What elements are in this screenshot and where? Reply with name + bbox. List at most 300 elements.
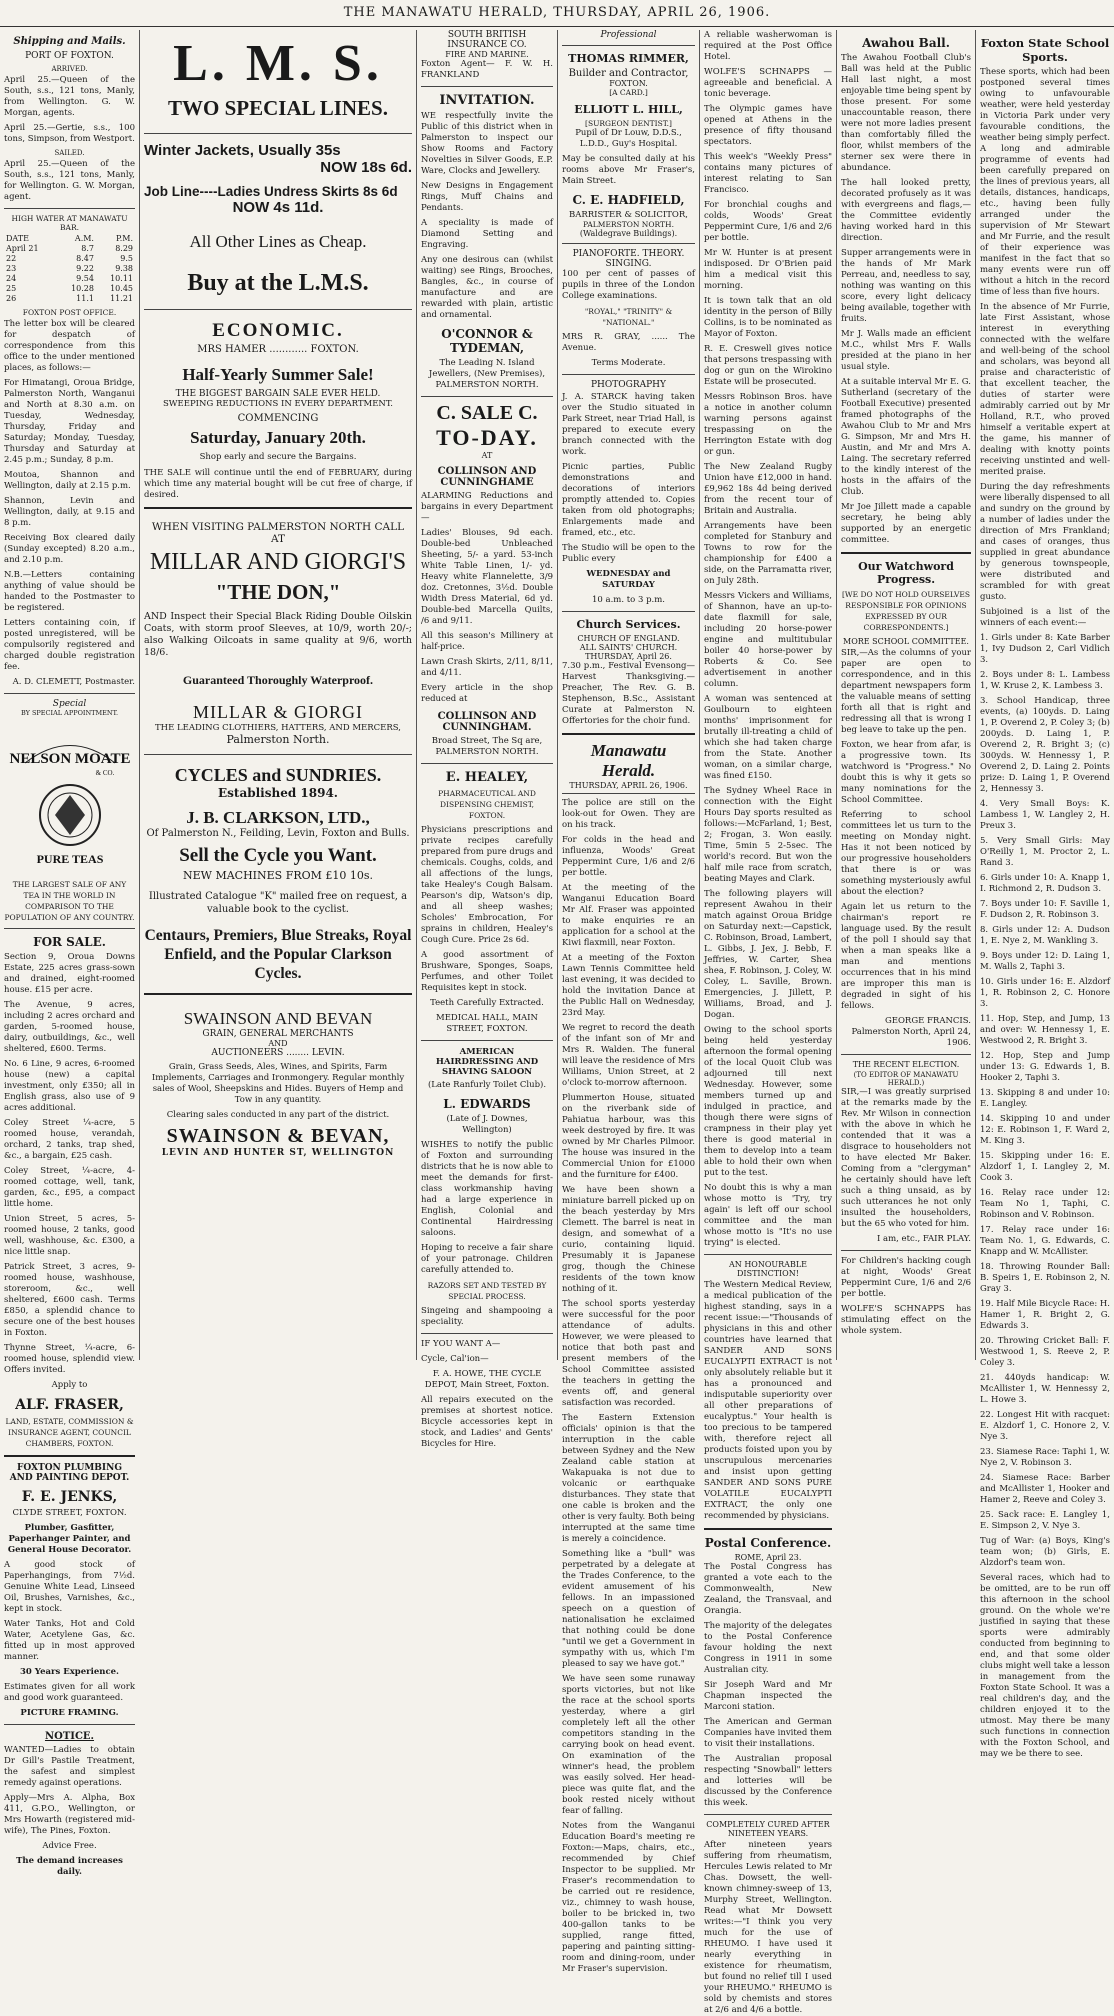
terms-line: Terms Moderate. [591,358,666,368]
masthead: THE MANAWATU HERALD, THURSDAY, APRIL 26, 1906. [0,0,1114,27]
news-item: A woman was sentenced at Goulbourn to eighteen months' imprisonment for brutally ill-treating a child of which she had taken charge from the State. Another woman, on a similar charge, was fined £150. [704,694,832,781]
result-item: 9. Boys under 12: D. Laing 1, M. Walls 2, Taphi 3. [980,951,1110,972]
post-notice: For Himatangi, Oroua Bridge, Palmerston North, Wanganui and North at 8.30 a.m. on Tuesday, Wednesday, Thursday, Friday and Saturday; Monday, Tuesday, Thursday and Saturday at 2.45 p.m.; Sunday, 8 p.m. [4,378,135,465]
result-item: 10. Girls under 16: E. Alzdorf 1, R. Robinson 2, C. Honore 3. [980,977,1110,1009]
invitation-text: A speciality is made of Diamond Setting and Engraving. [421,218,553,250]
divider [421,1040,553,1041]
news-item: A reliable washerwoman is required at the Post Office Hotel. [704,30,832,62]
column-rule [139,30,140,1360]
ball-text: The Awahou Football Club's Ball was held at the Public Hall last night, a most enjoyable time being spent by those present. For some unaccountable reason, there were not more ladies present than comfortably filled the floor, whilst members of the sterner sex were there in abundance. [841,53,971,173]
result-item: 4. Very Small Boys: K. Lambess 1, W. Langley 2, H. Preux 3. [980,799,1110,831]
pure-teas-label: PURE TEAS [36,852,103,866]
news-item: R. E. Creswell gives notice that persons trespassing with dog or gun on the Wirokino Estate will be prosecuted. [704,344,832,387]
commencing-label: COMMENCING [237,413,319,424]
advice-label: Advice Free. [42,1841,97,1851]
tide-cell: 24 [6,274,17,283]
sbi-heading: SOUTH BRITISH INSURANCE CO. [447,30,527,50]
mg-location: Palmerston North. [226,733,330,746]
sale-listing: No. 6 Line, 9 acres, 6-roomed house (new) a capital investment, only £350; all in English grass, also use of 9 acres additional. [4,1059,135,1113]
clarkson-branches: Of Palmerston N., Feilding, Levin, Foxton and Bulls. [146,828,410,839]
notice-text: WANTED—Ladies to obtain Dr Gill's Pastile Treatment, the safest and simplest remedy against operations. [4,1745,135,1788]
every-article-text: Every article in the shop reduced at [421,683,553,704]
news-item: No doubt this is why a man whose motto is 'Try, try again' is left off our school committee and the man whose motto is "It's no use trying" is elected. [704,1183,832,1248]
cycle-line: Cycle, Cal'ion— [421,1354,489,1364]
result-item: 19. Half Mile Bicycle Race: H. Hamer 1, R. Bright 2, G. Edwards 3. [980,1299,1111,1331]
tea-logo-icon [9,723,130,873]
column-rule [557,30,558,1360]
new-machines-line: NEW MACHINES FROM £10 10s. [182,869,374,882]
lms-title: L. M. S. [173,35,383,92]
divider [704,1814,832,1815]
tea-brand-co: & CO. [95,769,114,777]
divider [144,754,412,755]
tide-cell: 8.29 [115,244,133,253]
news-item: We have been shown a miniature barrell picked up on the beach yesterday by Mrs Clemett. The barrel is neat in design, and somewhat of a curio, containing liquid. Presumably it is Japanese grog, though the Chinese residents of the town know nothing of it. [562,1185,695,1294]
pharmacy-line: PHARMACEUTICAL AND DISPENSING CHEMIST, FOXTON. [438,789,536,820]
letter-signature: GEORGE FRANCIS. Palmerston North, April 24, 1906. [851,1016,971,1048]
post-notice: Moutoa, Shannon and Wellington, daily at 2.15 p.m. [4,470,135,491]
sweeping-line: SWEEPING REDUCTIONS IN EVERY DEPARTMENT. [162,399,393,409]
piano-text: 100 per cent of passes of pupils in three of the London College examinations. [562,269,695,301]
oilskin-text: AND Inspect their Special Black Riding Double Oilskin Coats, with storm proof Sleeves, at 10/9, worth 20/-; also Walking Oilcoats in same quality at 9/6, worth 18/6. [144,611,412,658]
divider [421,763,553,764]
singeing-line: Singeing and shampooing a speciality. [421,1306,553,1327]
saturday-date: Saturday, January 20th. [190,428,366,447]
sale-listing: Coley Street, ¼-acre, 4-roomed cottage, well, tank, garden, &c., £95, a compact little home. [4,1166,135,1209]
tide-cell: 23 [6,264,17,273]
hill-name: ELLIOTT L. HILL, [574,103,683,116]
ball-text: The hall looked pretty, decorated profusely as it was with evergreens and flags,—the Committee evidently having worked hard in this direction. [841,178,971,243]
news-item: Something like a "bull" was perpetrated by a delegate at the Trades Conference, to the evident amusement of his fellows. In an impassioned speech on a question of nationalisation he exclaimed that nothing could be done "until we get a Government in sympathy with us, which I'm pleased to say we have got." [562,1549,695,1669]
agent-line: Foxton Agent— F. W. H. FRANKLAND [421,59,553,80]
divider [562,374,695,375]
surgeon-label: [SURGEON DENTIST.] [585,119,672,128]
jenks-address: CLYDE STREET, FOXTON. [12,1508,127,1518]
sports-heading: Foxton State School Sports. [980,36,1110,64]
sell-cycle-heading: Sell the Cycle you Want. [179,845,377,866]
photography-heading: PHOTOGRAPHY [591,380,666,390]
cycles-heading: CYCLES and SUNDRIES. [174,765,382,785]
result-item: 20. Throwing Cricket Ball: F. Westwood 1, S. Reeve 2, P. Coley 3. [980,1336,1110,1368]
news-item: The Eastern Extension officials' opinion is that the interruption in the cable between Sydney and the New Zealand cable station at Wakapuaka is not due to volcanic or earthquake disturbances. They state that one cable is broken and the other is very faulty. Both being interrupted at the same time is merely a coincidence. [562,1413,695,1544]
economic-heading: ECONOMIC. [212,320,344,341]
starck-text: J. A. STARCK having taken over the Studio situated in Park Street, near Triad Hall, is prepared to execute every branch connected with the work. [562,392,695,457]
tide-header-cell: A.M. [74,234,94,243]
postal-text: The majority of the delegates to the Postal Conference favour holding the next Congress in 1911 in some Australian city. [704,1621,832,1675]
for-sale-heading: FOR SALE. [33,935,106,949]
column-correspondence [841,30,971,1360]
tide-row [4,264,135,274]
divider [421,86,553,87]
edwards-late: (Late of J. Downes, Wellington) [446,1114,528,1135]
tide-header-row [4,234,135,244]
result-item: 11. Hop, Step, and Jump, 13 and over: W. Hennessy 1, E. Westwood 2, R. Bright 3. [980,1014,1110,1046]
subjoined-line: Subjoined is a list of the winners of each event:— [980,607,1110,628]
all-saints-label: ALL SAINTS' CHURCH. [579,643,678,652]
herald-date: THURSDAY, APRIL 26, 1906. [562,781,695,794]
tide-cell: 8.47 [76,254,94,263]
result-item: 25. Sack race: E. Langley 1, E. Simpson 2, V. Nye 3. [980,1510,1110,1531]
column-local-ads [421,30,553,1449]
post-notice: Letters containing coin, if posted unregistered, will be compulsorily registered and charged double registration fee. [4,618,135,672]
column-rule [416,30,417,1360]
postal-text: The Postal Congress has granted a vote each to the Commonwealth, New Zealand, the Transvaal, and Orangia. [704,1562,832,1616]
buy-lms-text: Buy at the L.M.S. [187,270,369,296]
tide-cell: 9.22 [76,264,94,273]
tide-header-cell: P.M. [115,234,133,243]
post-notice: N.B.—Letters containing anything of value should be handed to the Postmaster to be registered. [4,570,135,613]
sale-listing: The Avenue, 9 acres, including 2 acres orchard and garden, 5-roomed house, dairy, outbuildings, &c., well sheltered, £600. Terms. [4,1000,135,1054]
tide-cell: 11.21 [110,294,133,303]
news-item: Mr W. Hunter is at present indisposed. Dr O'Brien paid him a medical visit this morning. [704,248,832,291]
teeth-line: Teeth Carefully Extracted. [430,998,544,1008]
news-item: The police are still on the look-out for Owen. They are on his track. [562,798,695,830]
tide-table [4,234,135,304]
clearing-sales-line: Clearing sales conducted in any part of the district. [166,1110,390,1120]
result-item: Tug of War: (a) Boys, King's team won; (b) Girls, E. Alzdorf's team won. [980,1536,1110,1568]
pupil-line: Pupil of Dr Louw, D.D.S., L.D.D., Guy's Hospital. [575,128,682,149]
committee-heading: MORE SCHOOL COMMITTEE. [843,637,969,646]
result-item: 15. Skipping under 16: E. Alzdorf 1, I. Langley 2, M. Cook 3. [980,1151,1110,1183]
result-item: 14. Skipping 10 and under 12: E. Robinson 1, F. Ward 2, M. King 3. [980,1114,1110,1146]
tide-cell: 10.28 [71,284,94,293]
collinson-footer: COLLINSON AND CUNNINGHAM. [437,711,537,733]
jenks-text: A good stock of Paperhangings, from 7½d. Genuine White Lead, Linseed Oil, Brushes, Varnishes, &c., kept in stock. [4,1560,135,1614]
studio-text: The Studio will be open to the Public every [562,543,695,564]
grain-line: GRAIN, GENERAL MERCHANTS [202,1029,354,1039]
result-item: 3. School Handicap, three events, (a) 100yds. D. Laing 1, P. Overend 2, P. Coley 3; (b) 200yds. D. Laing 1, P. Overend 2, R. Bright 3; (c) 300yds. W. Hennessy 1, P. Overend 2, D. Laing 2. Points prize: D. Laing 1, P. Overend 2, Hennessy 3. [980,696,1110,794]
result-item: 1. Girls under 8: Kate Barber 1, Ivy Dudson 2, Carl Vidlich 3. [980,633,1110,665]
auctioneers-line: AUCTIONEERS ........ LEVIN. [211,1048,345,1058]
waterproof-line: Guaranteed Thoroughly Waterproof. [182,673,374,687]
sale-items: Ladies' Blouses, 9d each. Double-bed Unbleached Sheeting, 5/- a yard. 53-inch White Table Linen, 1/- yd. Heavy white Flannelette, 3/9 doz. Cretonnes, 3½d. Double Width Dress Material, 6d yd. Double-bed Marcella Quilts, /6 and 9/11. [421,528,553,626]
results-list [980,633,1110,1569]
tide-cell: 22 [6,254,17,263]
gray-line: MRS R. GRAY, ...... The Avenue. [562,332,695,353]
fraser-name: ALF. FRASER, [15,1397,124,1413]
divider [841,1250,971,1251]
column-shipping [4,30,135,1877]
column-advertisements [144,30,412,1360]
tide-cell: 8.7 [81,244,94,253]
established-line: Established 1894. [218,786,338,800]
divider [144,309,412,310]
exam-bodies: "ROYAL," "TRINITY" & "NATIONAL." [584,307,673,327]
news-item: The Olympic games have opened at Athens in the presence of fifty thousand spectators. [704,104,832,147]
herald-nameplate: Manawatu Herald. [590,741,667,780]
rimmer-foxton: FOXTON. [609,79,648,88]
piano-heading: PIANOFORTE. THEORY. SINGING. [572,249,685,269]
tide-cell: 9.38 [115,264,133,273]
barrister-line: BARRISTER & SOLICITOR, [568,210,688,220]
news-item: This week's "Weekly Press" contains many pictures of interest relating to San Francisco. [704,152,832,195]
edwards-text: WISHES to notify the public of Foxton and surrounding districts that he is now able to meet the demands for first-class workmanship having had a large experience in English, Colonial and Continental Hairdressing saloons. [421,1140,553,1238]
c-sale-heading: C. SALE C. [436,402,538,424]
winter-jackets-line: Winter Jackets, Usually 35s [144,142,341,159]
ball-text: Mr J. Walls made an efficient M.C., whilst Mrs F. Walls presided at the piano in her usual style. [841,329,971,372]
sailing-notice: April 25.—Queen of the South, s.s., 121 tons, Manly, for Wellington. G. W. Morgan, agent. [4,159,135,202]
at-label: AT [481,451,493,460]
post-notice: The letter box will be cleared for despatch of correspondence from this office to the under mentioned places, as follows:— [4,319,135,373]
sailed-label: SAILED. [54,149,85,157]
tide-row [4,254,135,264]
divider [4,928,135,929]
swainson-address: LEVIN AND HUNTER ST, WELLINGTON [161,1148,395,1158]
the-don-heading: "THE DON," [215,580,341,604]
auctioneer-services: Grain, Grass Seeds, Ales, Wines, and Spirits, Farm Implements, Carriages and Ironmongery. Regular monthly sales of Wool, Sheepskins and Hides. Buyers of Hemp and Tow in any quantity. [151,1062,405,1105]
column-news [704,30,832,2015]
tea-tagline: THE LARGEST SALE OF ANY TEA IN THE WORLD IN COMPARISON TO THE POPULATION OF ANY COUNTRY. [4,880,135,922]
two-lines-heading: TWO SPECIAL LINES. [168,96,388,120]
news-item: We have seen some runaway sports victories, but not like the race at the school sports yesterday, where a girl completely left all the other competitors standing in the carrying book on head event. On examination of the winner's head, the problem was easily solved. Her head-piece was quite flat, and the book rested nicely without fear of falling. [562,1674,695,1816]
winter-jackets-price: NOW 18s 6d. [320,159,412,176]
sale-listing: Section 9, Oroua Downs Estate, 225 acres grass-sown and drained, eight-roomed house. £15 per acre. [4,952,135,995]
news-item: Plummerton House, situated on the riverbank side of Pahiatua harbour, was this week destroyed by fire. It was owned by Mr Charles Pilmoor. The house was insured in the Commercial Union for £1000 and the furniture for £400. [562,1093,695,1180]
demand-label: The demand increases daily. [16,1856,123,1877]
news-item: It is town talk that an old identity in the person of Billy Collins, is to be nominated as Mayor of Foxton. [704,296,832,339]
ranfurly-line: (Late Ranfurly Toilet Club). [427,1080,547,1090]
oconnor-sub: The Leading N. Island Jewellers, (New Premises), PALMERSTON NORTH. [428,358,546,390]
fair-play-signature: I am, etc., FAIR PLAY. [876,1234,971,1244]
appointment-label: BY SPECIAL APPOINTMENT. [20,709,119,717]
news-item: Arrangements have been completed for Stanbury and Towns to row for the championship for £400 a side, on the Parramatta river, on July 28th. [704,521,832,586]
tide-row [4,274,135,284]
news-item: The New Zealand Rugby Union have £12,000 in hand. £9,962 18s 4d being derived from the recent tour of Britain and Australia. [704,462,832,516]
news-item: WOLFE'S SCHNAPPS — agreeable and beneficial. A tonic beverage. [704,67,832,99]
arrived-label: ARRIVED. [51,65,88,73]
cycle-brands: Centaurs, Premiers, Blue Streaks, Royal Enfield, and the Popular Clarkson Cycles. [144,927,412,982]
high-water-heading: HIGH WATER AT MANAWATU BAR. [11,214,128,232]
result-item: 21. 440yds handicap: W. McAllister 1, W. Hennessy 2, L. Howe 3. [980,1373,1110,1405]
divider [4,1724,135,1725]
repairs-text: All repairs executed on the premises at shortest notice. Bicycle accessories kept in stock, and Ladies' and Gents' Bicycles for Hire. [421,1395,553,1449]
invitation-text: WE respectfully invite the Public of this district when in Palmerston to inspect our Show Rooms and Factory Novelties in Silver Goods, E.P. Ware, Clocks and Jewellery. [421,111,553,176]
to-editor-line: (TO EDITOR OF MANAWATU HERALD.) [853,1071,959,1087]
tide-row [4,294,135,304]
news-item: Owing to the school sports being held yesterday afternoon the formal opening of the local Quoit Club was adjourned till next Wednesday. However, some members turned up and indulged in practice, and though there were signs of crampness in their play yet there is good material in them to develop into a team able to hold their own when put to the test. [704,1025,832,1178]
coe-label: CHURCH OF ENGLAND. [577,634,680,643]
job-line-price: NOW 4s 11d. [232,199,324,216]
edwards-hoping: Hoping to receive a fair share of your patronage. Children carefully attended to. [421,1243,553,1275]
result-item: 17. Relay race under 16: Team No. 1, G. Edwards, C. Knapp and W. McAllister. [980,1225,1110,1257]
result-item: 16. Relay race under 12: Team No 1, Taphi, C. Robinson and V. Robinson. [980,1188,1110,1220]
news-item: For colds in the head and influenza, Woods' Great Peppermint Cure, 1/6 and 2/6 per bottle. [562,835,695,878]
tide-cell: 10.11 [110,274,133,283]
post-notice: Shannon, Levin and Wellington, daily, at 9.15 and 8 p.m. [4,496,135,528]
biggest-sale-line: THE BIGGEST BARGAIN SALE EVER HELD. [175,389,381,399]
lawn-text: Lawn Crash Skirts, 2/11, 8/11, and 4/11. [421,657,553,678]
divider [841,552,971,554]
news-item: The school sports yesterday were successful for the poor attendance of adults. However, we were pleased to notice that both past and present members of the School Committee assisted the teachers in getting the events off, and general satisfaction was recorded. [562,1299,695,1408]
service-text: 7.30 p.m., Festival Evensong—Harvest Thanksgiving.—Preacher, The Rev. G. B. Stephenson, B.Sc., Assistant Curate at Palmerston N. Offertories for the choir fund. [562,661,695,726]
mg-heading: MILLAR & GIORGI [193,702,363,722]
news-item: At the meeting of the Wanganui Education Board Mr Alf. Fraser was appointed to make enquiries re an application for a school at the Kiwi flaxmill, near Foxton. [562,883,695,948]
watchword-heading: Our Watchword Progress. [858,560,954,586]
arrival-notice: April 25.—Gertie, s.s., 100 tons, Simpson, from Westport. [4,123,135,144]
invitation-text: Any one desirous can (whilst waiting) see Rings, Brooches, Bangles, &c., in course of manufacture and are rewarded with plain, artistic and ornamental. [421,255,553,320]
divider [144,507,412,509]
sale-listing: Coley Street ¼-acre, 5 roomed house, verandah, orchard, 2 tanks, trap shed, &c., a bargain, £25 cash. [4,1118,135,1161]
result-item: 18. Throwing Rounder Ball: B. Speirs 1, E. Robinson 2, N. Gray 3. [980,1262,1110,1294]
tide-cell: 11.1 [76,294,94,303]
picture-framing-label: PICTURE FRAMING. [20,1708,119,1718]
news-item: We regret to record the death of the infant son of Mr and Mrs R. Walden. The funeral will leave the residence of Mrs Williams, Union Street, at 2 o'clock to-morrow afternoon. [562,1023,695,1088]
eucalypti-text: The Western Medical Review, a medical publication of the highest standing, says in a recent issue:—"Thousands of physicians in this and other countries have learned that SANDER AND SONS EUCALYPTI EXTRACT is not only absolutely reliable but it has a pronounced and indisputable superiority over all other preparations of eucalyptus." Your health is too precious to be tampered with, therefore reject all products foisted upon you by unscrupulous mercenaries and insist upon getting SANDER AND SONS PURE VOLATILE EUCALYPTI EXTRACT, the only one recommended by physicians. [704,1280,832,1521]
news-item: Notes from the Wanganui Education Board's meeting re Foxton:—Maps, chairs, etc., recommended by Chief Inspector to be supplied. Mr Fraser's recommendation to be carried out re residence, viz., chimney to wash house, boiler to be bricked in, two 400-gallon tanks to be supplied, range fitted, papering and painting sitting-room and dining-room, under Mr Fraser's supervision. [562,1821,695,1974]
jenks-name: F. E. JENKS, [21,1489,118,1505]
divider [4,1455,135,1457]
razors-line: RAZORS SET AND TESTED BY SPECIAL PROCESS. [427,1281,547,1301]
hamer-line: MRS HAMER ............ FOXTON. [197,344,359,355]
sports-intro: These sports, which had been postponed several times owing to unfavourable weather, were held yesterday in Victoria Park under very favourable conditions, the weather being simply perfect. A long and admirable programme of events had been carefully prepared on the lines of previous years, all details, distances, handicaps, etc., having been fully arranged under the supervision of Mr Stewart and Mr Furrie, and the result of their experience was manifest in the fact that so many events were run off without a hitch in the record time of less than five hours. [980,67,1110,297]
tide-row [4,284,135,294]
news-item: For bronchial coughs and colds, Woods' Great Peppermint Cure, 1/6 and 2/6 per bottle. [704,200,832,243]
cured-text: After nineteen years suffering from rheumatism, Hercules Lewis related to Mr Chas. Dowsett, the well-known chimney-sweep of 13, Murphy Street, Wellington. Read what Mr Dowsett writes:—"I think you very much for the use of RHEUMO. I have used it nearly everything in existence for rheumatism, but found no relief till I used your RHEUMO." RHEUMO is sold by chemists and stores at 2/6 and 4/6 a bottle. [704,1840,832,2015]
sale-listing: Union Street, 5 acres, 5-roomed house, 2 tanks, good well, washhouse, &c. £300, a nice little snap. [4,1214,135,1257]
sale-listing: Thynne Street, ¼-acre, 6-roomed house, splendid view. Offers invited. [4,1343,135,1375]
divider [421,396,553,397]
picnic-text: Picnic parties, Public demonstrations and decorations of interiors promptly attended to. Copies taken from old photographs; Enlargements made and framed, etc., etc. [562,462,695,538]
healey-text: Physicians prescriptions and private recipes carefully prepared from pure drugs and chemicals. Coughs, colds, and all affections of the lungs, take Healey's Cough Balsam. Pearson's dip, Watson's dip, and all sheep washes; Scholes' Embrocation, For sprains in children, Healey's Cough Cure. Price 2s 6d. [421,825,553,945]
divider [562,45,695,46]
swainson-heading: SWAINSON AND BEVAN [183,1009,373,1028]
plumbing-heading: FOXTON PLUMBING AND PAINTING DEPOT. [9,1463,130,1483]
port-heading: PORT OF FOXTON. [25,51,114,61]
sale-continue-text: THE SALE will continue until the end of FEBRUARY, during which time any material bought will be cut free of charge, if desired. [144,468,412,500]
result-item: 8. Girls under 12: A. Dudson 1, E. Nye 2, M. Wankling 3. [980,925,1110,946]
tide-cell: 9.54 [76,274,94,283]
post-notice: Receiving Box cleared daily (Sunday excepted) 8.20 a.m., and 2.10 p.m. [4,533,135,565]
fire-marine-line: FIRE AND MARINE. [445,50,529,59]
result-item: 5. Very Small Girls: May O'Reilly 1, M. Proctor 2, L. Rand 3. [980,836,1110,868]
divider [421,1333,553,1334]
oconnor-heading: O'CONNOR & TYDEMAN, [441,327,533,355]
ball-text: At a suitable interval Mr E. G. Sutherland (secretary of the Football Executive) presented framed photographs of the Awahou Club to Mr and Mrs G. Simpson, Mr and Mrs H. Austin, and Mr and Mrs A. Laing. The secretary referred to the kindly interest of the hosts in the affairs of the Club. [841,377,971,497]
result-item: 6. Girls under 10: A. Knapp 1, I. Richmond 2, R. Dudson 3. [980,873,1110,894]
letter-text: Foxton, we hear from afar, is a progressive town. Its watchword is "Progress." No doubt this is why it gets so many nominations for the School Committee. [841,740,971,805]
clarkson-heading: J. B. CLARKSON, LTD., [186,808,370,827]
other-lines-text: All Other Lines as Cheap. [189,232,367,251]
waldegrave-line: (Waldegrave Buildings). [579,229,678,238]
mg-subline: THE LEADING CLOTHIERS, HATTERS, AND MERCERS, [154,723,401,733]
divider [841,1054,971,1055]
notice-heading: NOTICE. [44,1731,95,1742]
column-rule [975,30,976,1360]
postal-text: Sir Joseph Ward and Mr Chapman inspected the Marconi station. [704,1680,832,1712]
card-label: [A CARD.] [609,88,648,97]
healey-goods: A good assortment of Brushware, Sponges, Soaps, Perfumes, and other Toilet Requisites kept in stock. [421,950,553,993]
disclaimer-text: [WE DO NOT HOLD OURSELVES RESPONSIBLE FOR OPINIONS EXPRESSED BY OUR CORRESPONDENTS.] [841,590,971,632]
consult-line: May be consulted daily at his rooms above Mr Fraser's, Main Street. [562,154,695,186]
postmaster-signature: A. D. CLEMETT, Postmaster. [12,677,135,687]
letter-text: Again let us return to the chairman's report re language used. By the result of the poll I should say that when a man speaks like a man and mentions occurrences that in his mind are improper this man is degraded in sight of his fellows. [841,902,971,1011]
millinery-text: All this season's Millinery at half-price. [421,631,553,652]
tide-cell: April 21 [6,244,39,253]
millar-giorgi-heading: MILLAR AND GIORGI'S [149,549,407,575]
tea-brand-label: NELSON MOATE [9,751,130,767]
letter-text: SIR,—As the columns of your paper are open to correspondence, and in this department newspapers form the valuable means of setting forth all that is right and redressing all that is wrong I beg leave to take up the pen. [841,648,971,735]
postal-heading: Postal Conference. [704,1536,832,1550]
notice-text: Apply—Mrs A. Alpha, Box 411, G.P.O., Wellington, or Mrs Howarth (registered mid-wife), The Pines, Foxton. [4,1793,135,1836]
jenks-trades: Plumber, Gasfitter, Paperhanger Painter, and General House Decorator. [7,1523,132,1555]
news-item: The following players will represent Awahou in their match against Oroua Bridge on Saturday next:—Capstick, C. Robinson, Broad, Lambert, L. Gibbs, J. Jex, J. Bebb, F. Jeffries, W. Carter, Shea shea, F. Robinson, J. Coley, W. Coley, L. Saville, Brown. Emergencies, J. Jillett, P. Williams, Broad, and J. Dogan. [704,889,832,1020]
column-professional [562,30,695,1974]
invitation-text: New Designs in Engagement Rings, Muff Chains and Pendants. [421,181,553,213]
hacking-cough-text: For Children's hacking cough at night, Woods' Great Peppermint Cure, 1/6 and 2/6 per bottle. [841,1256,971,1299]
awahou-heading: Awahou Ball. [862,36,950,50]
visiting-line: WHEN VISITING PALMERSTON NORTH CALL AT [151,521,405,545]
ball-text: Mr Joe Jillett made a capable secretary, he being ably supported by an energetic committee. [841,502,971,545]
news-item: The Sydney Wheel Race in connection with the Eight Hours Day sports resulted as follows:—McFarland, 1; Best, 2; Frogan, 3. Won easily. Time, 5min 5 2-5sec. The world's record. But won the half mile race from scratch, beating Mayes and Clark. [704,786,832,884]
ball-text: Supper arrangements were in the hands of Mr Mark Perreau, and, needless to say, nothing was wanting on this score, every light delicacy being available, together with fruits. [841,248,971,324]
howe-line: F. A. HOWE, THE CYCLE DEPOT, Main Street, Foxton. [424,1369,550,1390]
medical-hall-line: MEDICAL HALL, MAIN STREET, FOXTON. [436,1013,538,1034]
half-yearly-heading: Half-Yearly Summer Sale! [182,365,374,384]
catalogue-text: Illustrated Catalogue "K" mailed free on request, a valuable book to the cyclist. [148,891,408,915]
sports-intro: In the absence of Mr Furrie, late First Assistant, whose interest in everything connected with the welfare and well-being of the school and scholars, was beyond all praise and characteristic of that excellent teacher, the duties of starter were admirably carried out by Mr Holland, R.T., who proved himself a veritable expert at the game, his manner of dealing with knotty points receiving unstinted and well-merited praise. [980,302,1110,477]
estimates-text: Estimates given for all work and good work guaranteed. [4,1682,135,1703]
postal-text: The Australian proposal respecting "Snowball" letters and lotteries will be discussed by the Conference this week. [704,1754,832,1808]
collinson-heading: COLLINSON AND CUNNINGHAME [437,466,537,488]
divider [704,1528,832,1530]
divider [562,243,695,244]
election-heading: THE RECENT ELECTION. [852,1060,960,1069]
column-sports [980,30,1111,1759]
tide-header-cell: DATE [6,234,29,243]
result-item: 23. Siamese Race: Taphi 1, W. Nye 2, V. Robinson 3. [980,1447,1110,1468]
cured-heading: COMPLETELY CURED AFTER NINETEEN YEARS. [706,1820,830,1838]
rome-dateline: ROME, April 23. [734,1553,802,1562]
hadfield-location: PALMERSTON NORTH. [583,220,674,229]
edwards-name: L. EDWARDS [443,1097,531,1111]
honourable-heading: AN HONOURABLE DISTINCTION! [729,1260,807,1278]
apply-label: Apply to [51,1380,88,1390]
result-item: 12. Hop, Step and Jump under 13: G. Edwards 1, B. Hooker 2, Taphi 3. [980,1051,1110,1083]
hadfield-name: C. E. HADFIELD, [572,193,685,207]
jenks-text: Water Tanks, Hot and Cold Water, Acetylene Gas, &c. fitted up in most approved manner. [4,1619,135,1662]
tide-cell: 10.45 [110,284,133,293]
professional-heading: Professional [600,30,657,40]
divider [144,133,412,134]
column-rule [836,30,837,1360]
result-item: 7. Boys under 10: F. Saville 1, F. Dudson 2, R. Robinson 3. [980,899,1110,920]
invitation-heading: INVITATION. [439,93,535,108]
result-item: 2. Boys under 8: L. Lambess 1, W. Kruse 2, K. Lambess 3. [980,670,1110,691]
wolfe-schnapps-text: WOLFE'S SCHNAPPS has stimulating effect on the whole system. [841,1304,971,1336]
tide-cell: 25 [6,284,17,293]
tide-cell: 26 [6,294,17,303]
result-item: 22. Longest Hit with racquet: E. Alzdorf 1, C. Honore 2, V. Nye 3. [980,1410,1110,1442]
sports-intro: During the day refreshments were liberally dispensed to all and sundry on the ground by a number of ladies under the direction of Mrs Frankland; and cases of oranges, thus supplied in great abundance by generous townspeople, were distributed and scrambled for with great gusto. [980,482,1110,602]
builder-line: Builder and Contractor, [568,68,689,79]
arrival-notice: April 25.—Queen of the South, s.s., 121 tons, Manly, from Wellington. G. W. Morgan, agents. [4,75,135,118]
post-office-heading: FOXTON POST OFFICE. [22,308,117,317]
sale-listing: Patrick Street, 3 acres, 9-roomed house, washhouse, storeroom, &c., well sheltered, £600 cash. Terms £850, a splendid chance to secure one of the best houses in Foxton. [4,1262,135,1338]
rimmer-name: THOMAS RIMMER, [568,52,689,65]
divider [4,693,135,694]
fraser-details: LAND, ESTATE, COMMISSION & INSURANCE AGENT, COUNCIL CHAMBERS, FOXTON. [5,1417,134,1448]
divider [144,993,412,995]
postal-text: The American and German Companies have invited them to visit their installations. [704,1717,832,1749]
result-item: 13. Skipping 8 and under 10: E. Langley. [980,1088,1110,1109]
broad-street-line: Broad Street, The Sq are, PALMERSTON NORTH. [431,736,543,757]
studio-days: WEDNESDAY and SATURDAY [586,569,671,590]
tide-cell: 9.5 [120,254,133,263]
shipping-heading: Shipping and Mails. [13,36,126,47]
tide-row [4,244,135,254]
experience-label: 30 Years Experience. [20,1667,119,1677]
letter-text: Referring to school committees let us turn to the meeting on Monday night. Has it not been noticed by our progressive householders that there is or was something mysteriously awful about the election? [841,810,971,897]
